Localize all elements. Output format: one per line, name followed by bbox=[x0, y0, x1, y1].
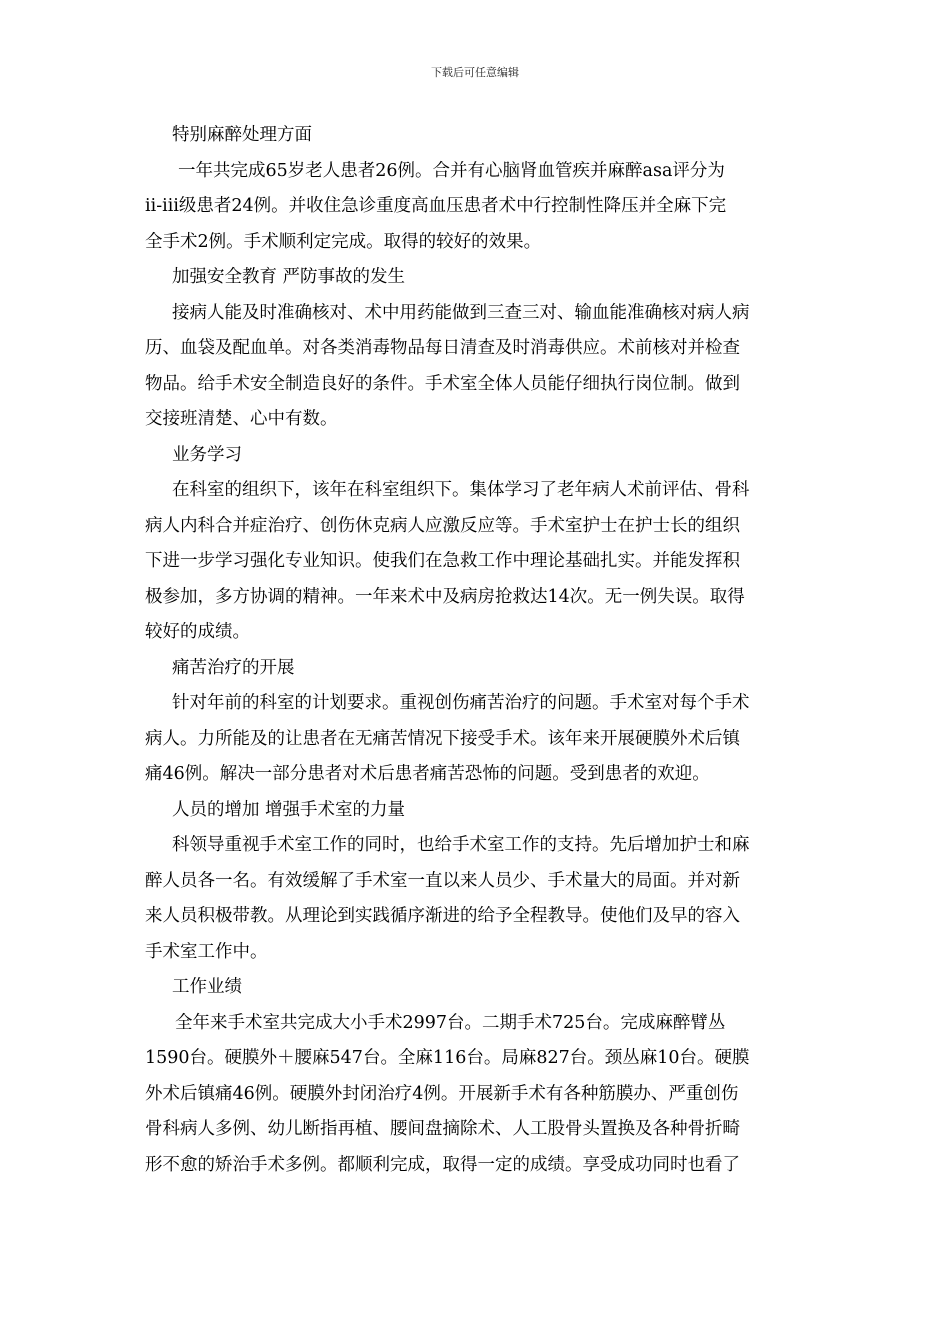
paragraph-line: 交接班清楚、心中有数。 bbox=[145, 409, 338, 429]
paragraph-line: 接病人能及时准确核对、术中用药能做到三查三对、输血能准确核对病人病 bbox=[172, 302, 750, 323]
paragraph-line: 1590台。硬膜外＋腰麻547台。全麻116台。局麻827台。颈丛麻10台。硬膜 bbox=[145, 1048, 750, 1068]
paragraph-line: 历、血袋及配血单。对各类消毒物品每日清查及时消毒供应。术前核对并检查 bbox=[145, 338, 740, 358]
section-heading: 痛苦治疗的开展 bbox=[172, 657, 295, 678]
paragraph-line: 科领导重视手术室工作的同时，也给手术室工作的支持。先后增加护士和麻 bbox=[172, 835, 750, 855]
paragraph-line: 物品。给手术安全制造良好的条件。手术室全体人员能仔细执行岗位制。做到 bbox=[145, 373, 740, 394]
section-heading: 工作业绩 bbox=[172, 977, 242, 997]
paragraph-line: 下进一步学习强化专业知识。使我们在急救工作中理论基础扎实。并能发挥积 bbox=[145, 551, 740, 571]
paragraph-line: 手术室工作中。 bbox=[145, 941, 268, 962]
paragraph-line: 较好的成绩。 bbox=[145, 622, 250, 642]
section-heading: 加强安全教育 严防事故的发生 bbox=[172, 267, 406, 287]
paragraph-line: 病人内科合并症治疗、创伤休克病人应激反应等。手术室护士在护士长的组织 bbox=[145, 515, 740, 536]
paragraph-line: 一年共完成65岁老人患者26例。合并有心脑肾血管疾并麻醉asa评分为 bbox=[178, 160, 725, 181]
paragraph-line: 外术后镇痛46例。硬膜外封闭治疗4例。开展新手术有各种筋膜办、严重创伤 bbox=[145, 1083, 739, 1104]
paragraph-line: 痛46例。解决一部分患者对术后患者痛苦恐怖的问题。受到患者的欢迎。 bbox=[145, 764, 710, 784]
document-body bbox=[145, 118, 810, 1183]
page-header: 下载后可任意编辑 bbox=[431, 66, 519, 79]
paragraph-line: 全手术2例。手术顺利定完成。取得的较好的效果。 bbox=[145, 231, 542, 252]
section-heading: 业务学习 bbox=[172, 444, 242, 465]
paragraph-line: 针对年前的科室的计划要求。重视创伤痛苦治疗的问题。手术室对每个手术 bbox=[172, 693, 750, 713]
paragraph-line: 病人。力所能及的让患者在无痛苦情况下接受手术。该年来开展硬膜外术后镇 bbox=[145, 728, 740, 749]
paragraph-line: ⅱ-ⅲ级患者24例。并收住急诊重度高血压患者术中行控制性降压并全麻下完 bbox=[145, 196, 727, 216]
section-heading: 特别麻醉处理方面 bbox=[172, 125, 312, 145]
paragraph-line: 来人员积极带教。从理论到实践循序渐进的给予全程教导。使他们及早的容入 bbox=[145, 906, 740, 926]
paragraph-line: 全年来手术室共完成大小手术2997台。二期手术725台。完成麻醉臂丛 bbox=[175, 1012, 726, 1033]
paragraph-line: 在科室的组织下，该年在科室组织下。集体学习了老年病人术前评估、骨科 bbox=[172, 480, 750, 500]
paragraph-line: 骨科病人多例、幼儿断指再植、腰间盘摘除术、人工股骨头置换及各种骨折畸 bbox=[145, 1119, 740, 1139]
section-heading: 人员的增加 增强手术室的力量 bbox=[172, 799, 406, 820]
paragraph-line: 醉人员各一名。有效缓解了手术室一直以来人员少、手术量大的局面。并对新 bbox=[145, 870, 740, 891]
paragraph-line: 极参加，多方协调的精神。一年来术中及病房抢救达14次。无一例失误。取得 bbox=[145, 586, 745, 607]
paragraph-line: 形不愈的矫治手术多例。都顺利完成，取得一定的成绩。享受成功同时也看了 bbox=[145, 1154, 740, 1175]
